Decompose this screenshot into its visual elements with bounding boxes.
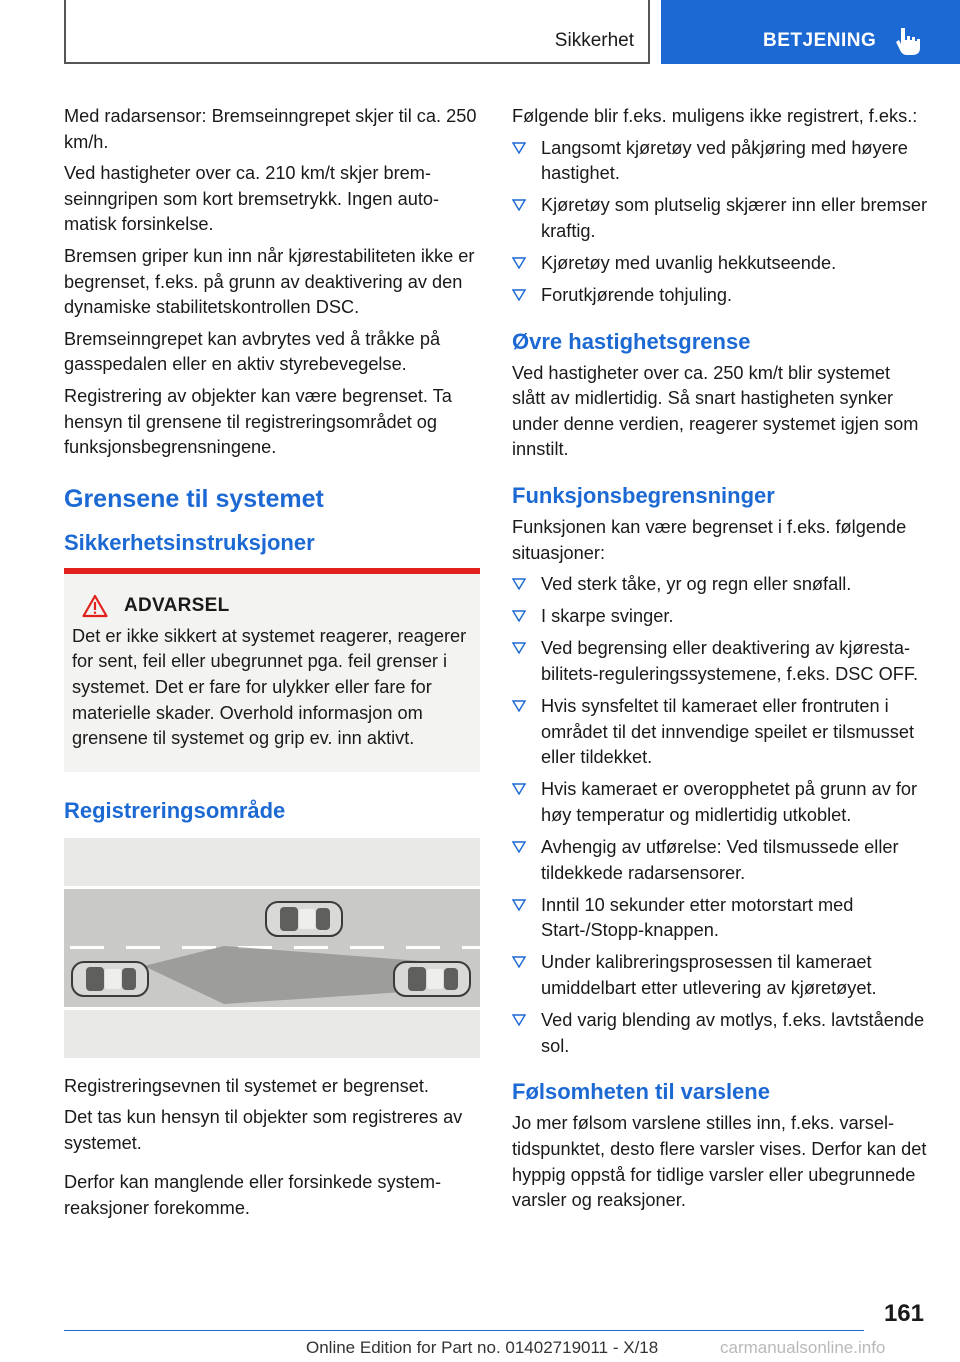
triangle-bullet-icon <box>512 699 526 713</box>
footer-edition: Online Edition for Part no. 01402719011 - X/18 <box>306 1338 659 1357</box>
list-item: Forutkjørende tohjuling. <box>512 283 928 309</box>
heading-upper-speed-limit: Øvre hastighetsgrense <box>512 328 751 354</box>
list-item: I skarpe svinger. <box>512 604 928 630</box>
right-column <box>512 104 928 1220</box>
heading-system-limits: Grensene til systemet <box>64 484 324 513</box>
triangle-bullet-icon <box>512 1013 526 1027</box>
paragraph: Bremseinngrepet kan avbrytes ved å tråkke på gasspedalen eller en aktiv styrebevegelse. <box>64 328 441 375</box>
list-item: Avhengig av utførelse: Ved tilsmussede eller tildekkede radarsensorer. <box>512 835 928 886</box>
paragraph: Derfor kan manglende eller forsinkede systemreaksjoner forekomme. <box>64 1172 442 1219</box>
triangle-bullet-icon <box>512 782 526 796</box>
warning-box <box>64 568 480 772</box>
paragraph: Registreringsevnen til systemet er begrenset. <box>64 1075 429 1096</box>
paragraph: Registrering av objekter kan være begrenset. Ta hensyn til grensene til registreringsområdet og funksjonsbegrensningene. <box>64 385 452 458</box>
paragraph: Ved hastigheter over ca. 210 km/t skjer bremseinngripen som kort bremsetrykk. Ingen automatisk forsinkelse. <box>64 163 440 235</box>
list-item: Inntil 10 sekunder etter motorstart med Start-/Stopp-knappen. <box>512 893 928 944</box>
triangle-bullet-icon <box>512 840 526 854</box>
list-item: Hvis synsfeltet til kameraet eller frontruten i området til det innvendige speilet er tilsmusset eller tildekket. <box>512 694 928 771</box>
list-item: Ved begrensing eller deaktivering av kjørestabilitets-reguleringssystemene, f.eks. DSC OFF. <box>512 636 928 687</box>
warning-title: ADVARSEL <box>124 594 230 616</box>
list-item: Under kalibreringsprosessen til kameraet umiddelbart etter utlevering av kjøretøyet. <box>512 950 928 1001</box>
header-section-box <box>64 0 650 64</box>
heading-safety-instructions: Sikkerhetsinstruksjoner <box>64 529 315 555</box>
triangle-bullet-icon <box>512 577 526 591</box>
detection-range-illustration <box>64 838 480 1058</box>
triangle-bullet-icon <box>512 955 526 969</box>
triangle-bullet-icon <box>512 256 526 270</box>
warning-triangle-icon <box>82 594 108 618</box>
pointing-hand-icon <box>895 26 921 56</box>
car-other-lane <box>266 902 342 936</box>
list-item: Hvis kameraet er overopphetet på grunn av for høy temperatur og midlertidig utkoblet. <box>512 777 928 828</box>
car-own <box>72 962 148 996</box>
triangle-bullet-icon <box>512 898 526 912</box>
bullet-list-undetected <box>512 136 928 309</box>
bullet-list-function-limits <box>512 572 928 1059</box>
car-ahead <box>394 962 470 996</box>
footer-divider <box>64 1330 864 1331</box>
triangle-bullet-icon <box>512 288 526 302</box>
paragraph: Bremsen griper kun inn når kjørestabiliteten ikke er begrenset, f.eks. på grunn av deaktivering av den dynamiske stabilitetskontrollen DSC. <box>64 245 475 318</box>
list-item: Ved varig blending av motlys, f.eks. lavtstående sol. <box>512 1008 928 1059</box>
paragraph: Med radarsensor: Bremseinngrepet skjer til ca. 250 km/h. <box>64 106 477 152</box>
heading-warning-sensitivity: Følsomheten til varslene <box>512 1079 770 1105</box>
triangle-bullet-icon <box>512 141 526 155</box>
list-item: Langsomt kjøretøy ved påkjøring med høyere hastighet. <box>512 136 928 187</box>
heading-detection-range: Registreringsområde <box>64 797 286 823</box>
page-number: 161 <box>883 1300 924 1327</box>
paragraph: Ved hastigheter over ca. 250 km/t blir systemet slått av midlertidig. Så snart hastigheten synker under denne verdien, reagerer systemet igjen som innstilt. <box>512 362 919 460</box>
triangle-bullet-icon <box>512 641 526 655</box>
paragraph: Det tas kun hensyn til objekter som registreres av systemet. <box>64 1107 463 1153</box>
heading-function-limits: Funksjonsbegrensninger <box>512 483 775 509</box>
left-column <box>64 104 480 1228</box>
footer-watermark: carmanualsonline.info <box>720 1338 886 1357</box>
triangle-bullet-icon <box>512 198 526 212</box>
header-section-title: Sikkerhet <box>554 30 634 51</box>
header-chapter-tab <box>661 0 960 64</box>
header-chapter-label: BETJENING <box>763 30 877 51</box>
list-item: Ved sterk tåke, yr og regn eller snøfall. <box>512 572 928 598</box>
paragraph: Funksjonen kan være begrenset i f.eks. følgende situasjoner: <box>512 517 907 563</box>
list-item: Kjøretøy med uvanlig hekkutseende. <box>512 251 928 277</box>
paragraph: Følgende blir f.eks. muligens ikke registrert, f.eks.: <box>512 106 918 126</box>
paragraph: Jo mer følsom varslene stilles inn, f.eks. varseltidspunktet, desto flere varsler vises. Derfor kan det hyppig oppstå for tidlige varsler eller ubegrunnede varsler og reaksjoner. <box>512 1113 927 1211</box>
warning-text: Det er ikke sikkert at systemet reagerer, reagerer for sent, feil eller ubegrunnet pga. feil grenser i systemet. Det er fare for ulykker eller fare for materielle skader. Overhold informasjon om grensene til systemet og grip ev. inn aktivt. <box>72 625 467 749</box>
list-item: Kjøretøy som plutselig skjærer inn eller bremser kraftig. <box>512 193 928 244</box>
warning-header <box>72 594 472 618</box>
triangle-bullet-icon <box>512 609 526 623</box>
